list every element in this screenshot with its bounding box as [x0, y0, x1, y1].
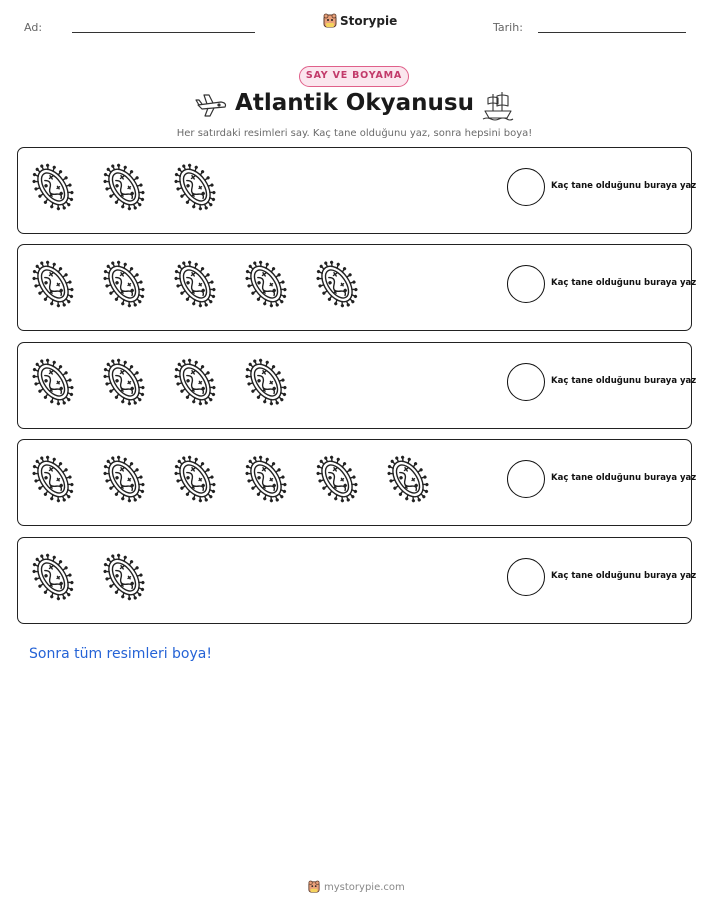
answer-hint: Kaç tane olduğunu buraya yaz [551, 571, 697, 581]
name-label: Ad: [24, 21, 43, 34]
microbe-icon [383, 452, 433, 506]
counting-row-5 [17, 537, 697, 624]
microbe-icon [28, 160, 78, 214]
worksheet-title: Atlantik Okyanusu [235, 90, 474, 116]
counting-row-3 [17, 342, 697, 429]
counting-row-1 [17, 147, 697, 234]
storypie-bear-icon [323, 13, 337, 29]
instructions: Her satırdaki resimleri say. Kaç tane olduğunu yaz, sonra hepsini boya! [176, 128, 533, 139]
microbe-icon [99, 355, 149, 409]
microbe-icon [312, 452, 362, 506]
brand-logo [323, 13, 397, 29]
counting-row-4 [17, 439, 697, 526]
microbe-icon [99, 550, 149, 604]
microbe-icon [170, 355, 220, 409]
microbe-icon [28, 550, 78, 604]
microbe-icon [241, 355, 291, 409]
microbe-icon [170, 160, 220, 214]
site-url: mystorypie.com [324, 881, 405, 893]
answer-hint: Kaç tane olduğunu buraya yaz [551, 473, 697, 483]
microbe-icon [99, 452, 149, 506]
date-label: Tarih: [493, 21, 523, 34]
brand-name: Storypie [340, 14, 398, 28]
answer-hint: Kaç tane olduğunu buraya yaz [551, 181, 697, 191]
microbe-icon [28, 452, 78, 506]
answer-circle[interactable] [507, 168, 545, 206]
microbe-icon [241, 257, 291, 311]
answer-hint: Kaç tane olduğunu buraya yaz [551, 278, 697, 288]
sailing-ship-icon [482, 91, 514, 121]
activity-badge: SAY VE BOYAMA [299, 66, 409, 87]
microbe-icon [312, 257, 362, 311]
microbe-icon [28, 257, 78, 311]
storypie-bear-icon [308, 880, 320, 894]
answer-hint: Kaç tane olduğunu buraya yaz [551, 376, 697, 386]
date-line[interactable] [538, 32, 686, 33]
counting-row-2 [17, 244, 697, 331]
answer-circle[interactable] [507, 363, 545, 401]
name-line[interactable] [72, 32, 255, 33]
answer-circle[interactable] [507, 460, 545, 498]
answer-circle[interactable] [507, 558, 545, 596]
answer-circle[interactable] [507, 265, 545, 303]
microbe-icon [99, 257, 149, 311]
microbe-icon [99, 160, 149, 214]
microbe-icon [170, 257, 220, 311]
microbe-icon [28, 355, 78, 409]
closing-note: Sonra tüm resimleri boya! [29, 646, 212, 662]
microbe-icon [170, 452, 220, 506]
site-footer [308, 880, 405, 894]
microbe-icon [241, 452, 291, 506]
